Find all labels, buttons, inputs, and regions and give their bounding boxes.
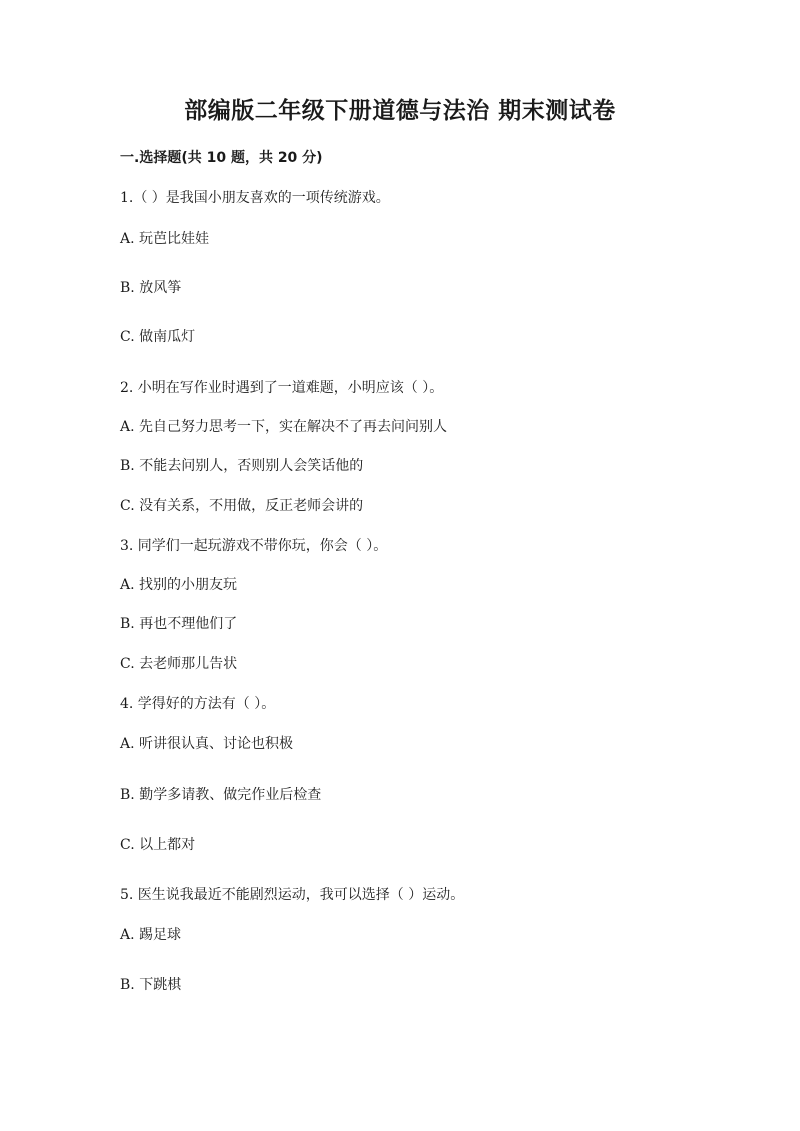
question-1-option-b: B. 放风筝 [120,280,182,296]
question-2-option-b: B. 不能去问别人，否则别人会笑话他的 [120,458,364,474]
question-1-stem: 1.（ ）是我国小朋友喜欢的一项传统游戏。 [120,190,390,206]
question-2-option-c: C. 没有关系，不用做，反正老师会讲的 [120,498,364,514]
question-2-option-a: A. 先自己努力思考一下，实在解决不了再去问问别人 [120,419,448,435]
question-1-option-c: C. 做南瓜灯 [120,329,196,345]
section-heading: 一.选择题(共 10 题，共 20 分) [120,150,323,166]
question-3-option-a: A. 找别的小朋友玩 [120,577,238,593]
question-4-option-b: B. 勤学多请教、做完作业后检查 [120,787,322,803]
question-4-option-c: C. 以上都对 [120,837,196,853]
question-3-stem: 3. 同学们一起玩游戏不带你玩，你会（ ）。 [120,538,388,554]
question-5-option-a: A. 踢足球 [120,927,182,943]
question-1-option-a: A. 玩芭比娃娃 [120,231,210,247]
question-3-option-b: B. 再也不理他们了 [120,616,238,632]
question-4-option-a: A. 听讲很认真、讨论也积极 [120,736,294,752]
question-2-stem: 2. 小明在写作业时遇到了一道难题，小明应该（ ）。 [120,380,444,396]
question-5-stem: 5. 医生说我最近不能剧烈运动，我可以选择（ ）运动。 [120,887,465,903]
question-5-option-b: B. 下跳棋 [120,977,182,993]
document-title: 部编版二年级下册道德与法治 期末测试卷 [184,98,616,124]
question-4-stem: 4. 学得好的方法有（ ）。 [120,696,276,712]
question-3-option-c: C. 去老师那儿告状 [120,656,238,672]
